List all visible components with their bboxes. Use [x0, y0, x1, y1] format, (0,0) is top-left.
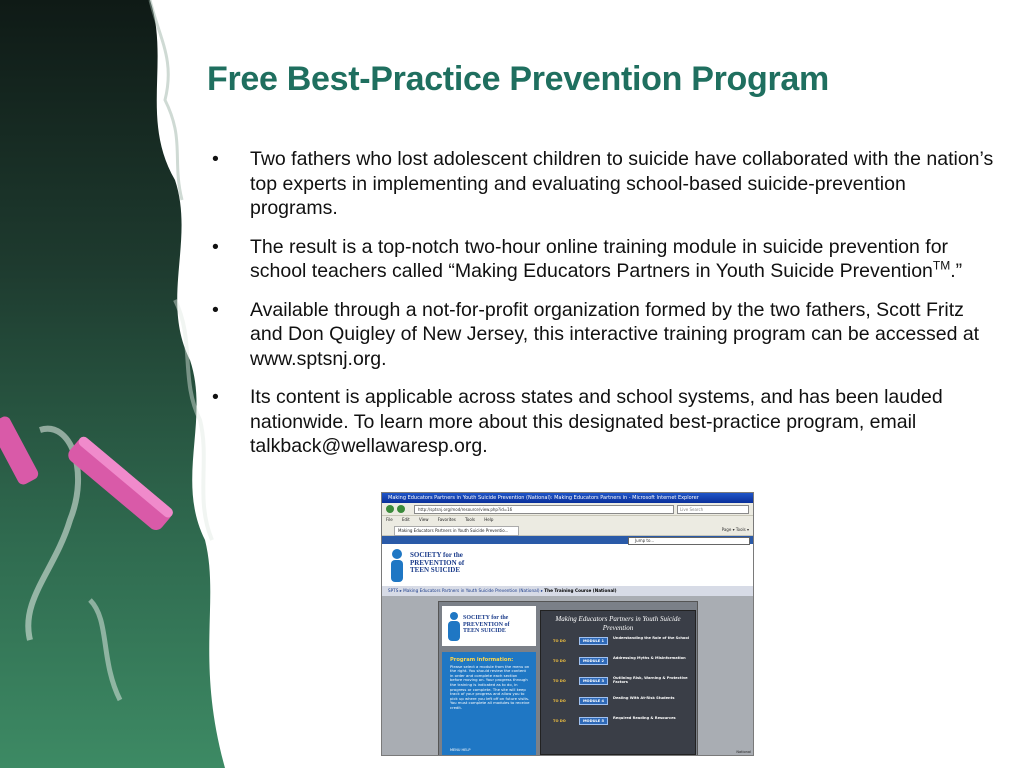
- bullet-list: [212, 147, 997, 473]
- url-field: http://sptsnj.org/mod/resource/view.php?id=16: [414, 505, 674, 514]
- breadcrumb-path: SPTS ▸ Making Educators Partners in Youth Suicide Prevention (National) ▸: [388, 588, 545, 593]
- course-panel: [438, 601, 698, 756]
- logo-text: [410, 552, 464, 575]
- site-logo: [388, 548, 498, 582]
- address-bar: [382, 503, 753, 516]
- logo-line: PREVENTION of: [463, 621, 510, 628]
- footer-label: National: [736, 750, 751, 754]
- bullet-text: The result is a top-notch two-hour online training module in suicide prevention for school teachers called “Making Educators Partners in Youth Suicide Prevention: [250, 235, 949, 282]
- logo-line: SOCIETY for the: [410, 551, 463, 559]
- module-row: [547, 656, 693, 672]
- logo-line: TEEN SUICIDE: [463, 628, 506, 634]
- site-header-bar: [382, 536, 753, 544]
- bullet-item: [212, 235, 997, 284]
- course-title: Making Educators Partners in Youth Suicide Prevention: [555, 615, 681, 632]
- menu-edit: Edit: [401, 517, 410, 522]
- breadcrumb-current: The Training Course (National): [544, 588, 617, 593]
- module-status: TO DO: [553, 699, 566, 703]
- forward-icon: [397, 505, 405, 513]
- person-icon: [388, 548, 408, 582]
- bullet-text-end: .”: [950, 260, 963, 282]
- module-row: [547, 676, 693, 692]
- module-label: Addressing Myths & Misinformation: [613, 656, 686, 660]
- bullet-marker: •: [212, 298, 219, 321]
- module-button: MODULE 5: [579, 717, 608, 725]
- module-status: TO DO: [553, 639, 566, 643]
- program-info-body: Please select a module from the menu on the right. You should review the content in order and complete each section before moving on. Your progress through the training is indicated as to do, in progress or complete. The site will keep track of your progress and allow you to pick up where you left off on future visits. You must complete all modules to receive credit.: [450, 663, 530, 710]
- logo-line: SOCIETY for the: [463, 615, 509, 621]
- module-row: [547, 636, 693, 652]
- menu-bar: [382, 516, 753, 524]
- chalkboard-image: [0, 0, 230, 768]
- logo-line: PREVENTION of: [410, 558, 465, 567]
- course-stage: [382, 596, 753, 755]
- menu-favorites: Favorites: [437, 517, 456, 522]
- module-list: [540, 610, 696, 755]
- person-icon: [446, 611, 462, 641]
- breadcrumb: [382, 586, 754, 596]
- search-field: Live Search: [677, 505, 749, 514]
- module-status: TO DO: [553, 719, 566, 723]
- module-status: TO DO: [553, 659, 566, 663]
- module-button: MODULE 4: [579, 697, 608, 705]
- program-info-box: [442, 652, 536, 756]
- bullet-item: [212, 298, 997, 372]
- bullet-marker: •: [212, 235, 219, 258]
- program-info-heading: Program information:: [450, 657, 514, 663]
- window-title: Making Educators Partners in Youth Suicide Prevention (National): Making Educators Partners in - Microsoft Internet Explorer: [382, 493, 753, 503]
- module-row: [547, 716, 693, 732]
- toolbar-commands: Page ▾ Tools ▾: [721, 527, 749, 532]
- menu-tools: Tools: [465, 517, 476, 522]
- bullet-text: Available through a not-for-profit organization formed by the two fathers, Scott Fritz and Don Quigley of New Jersey, this interactive training program can be accessed at www.sptsnj.org.: [250, 298, 980, 370]
- menu-help-links: MENU HELP: [450, 748, 471, 752]
- module-status: TO DO: [553, 679, 566, 683]
- logo-text: [463, 615, 510, 635]
- slide-title: Free Best-Practice Prevention Program: [207, 60, 829, 98]
- jump-to-select: Jump to...: [628, 537, 750, 545]
- bullet-text: Its content is applicable across states and school systems, and has been lauded nationwide. To learn more about this designated best-practice program, email talkback@wellawaresp.org.: [250, 386, 943, 457]
- bullet-item: [212, 385, 997, 459]
- menu-file: File: [386, 517, 393, 522]
- tab-bar: [382, 524, 753, 536]
- browser-tab: Making Educators Partners in Youth Suicide Preventio...: [394, 526, 519, 536]
- bullet-marker: •: [212, 386, 219, 408]
- module-button: MODULE 2: [579, 657, 608, 665]
- module-button: MODULE 1: [579, 637, 608, 645]
- logo-line: TEEN SUICIDE: [410, 566, 460, 574]
- module-label: Outlining Risk, Warning & Protective Factors: [613, 676, 688, 685]
- bullet-marker: •: [212, 148, 219, 170]
- module-button: MODULE 3: [579, 677, 608, 685]
- module-label: Required Reading & Resources: [613, 716, 676, 720]
- web-page: [382, 536, 753, 755]
- module-label: Understanding the Role of the School: [613, 636, 690, 640]
- bullet-item: [212, 147, 997, 221]
- bullet-text: Two fathers who lost adolescent children to suicide have collaborated with the nation’s top experts in implementing and evaluating school-based suicide-prevention programs.: [250, 148, 994, 219]
- trademark-sup: TM: [932, 258, 951, 273]
- back-icon: [386, 505, 394, 513]
- course-logo: [442, 606, 536, 646]
- module-label: Dealing With At-Risk Students: [613, 696, 675, 700]
- module-row: [547, 696, 693, 712]
- menu-view: View: [419, 517, 429, 522]
- browser-screenshot: [381, 492, 754, 756]
- menu-help: Help: [484, 517, 494, 522]
